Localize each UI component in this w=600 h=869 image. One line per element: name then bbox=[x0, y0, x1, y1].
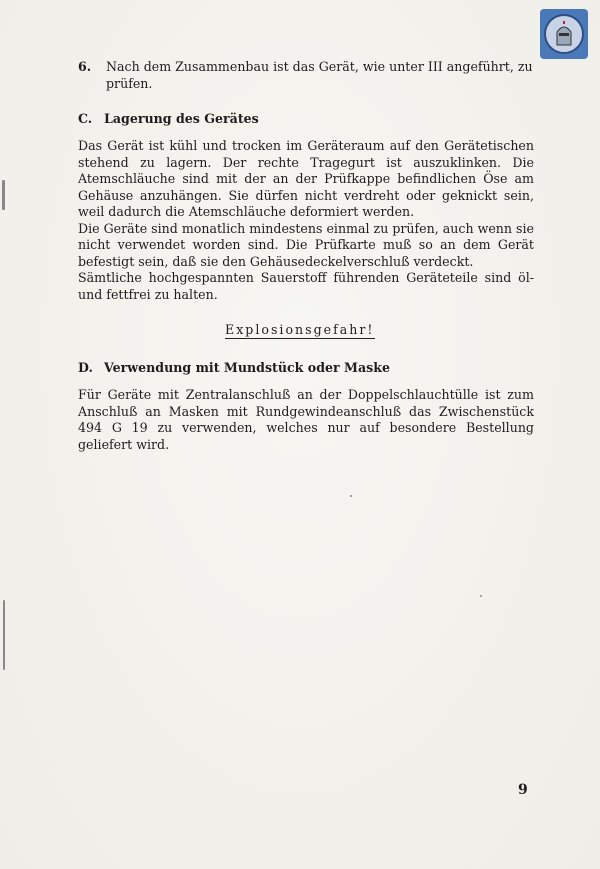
watermark-logo bbox=[540, 9, 588, 59]
paragraph: Die Geräte sind monatlich mindestens einmal zu prüfen, auch wenn sie nicht verwendet worden sind. Die Prüfkarte muß so an dem Gerät befestigt sein, daß sie den Gehäusedeckelverschluß verdeckt. bbox=[78, 220, 534, 269]
scan-mark bbox=[2, 180, 5, 210]
section-c-heading bbox=[78, 111, 259, 126]
section-d-body bbox=[78, 387, 534, 453]
scan-mark bbox=[3, 600, 5, 670]
item-text: Nach dem Zusammenbau ist das Gerät, wie unter III angeführt, zu prüfen. bbox=[106, 59, 533, 91]
section-d-heading bbox=[78, 360, 390, 375]
section-title: Lagerung des Gerätes bbox=[104, 111, 259, 126]
list-item-6 bbox=[78, 58, 538, 92]
paragraph: Sämtliche hochgespannten Sauerstoff führenden Geräteteile sind öl- und fettfrei zu halten. bbox=[78, 270, 534, 302]
section-title: Verwendung mit Mundstück oder Maske bbox=[104, 360, 390, 375]
page-number: 9 bbox=[518, 782, 528, 798]
warning-text: Explosionsgefahr! bbox=[225, 322, 375, 337]
scan-mark bbox=[350, 495, 352, 497]
item-number: 6. bbox=[78, 59, 92, 74]
scan-mark bbox=[480, 595, 482, 597]
paragraph: Das Gerät ist kühl und trocken im Geräteraum auf den Gerätetischen stehend zu lagern. Der rechte Tragegurt ist auszuklinken. Die Atemschläuche sind mit der an der Prüfkappe befindlichen Öse am Gehäuse anzuhängen. Sie dürfen nicht verdreht oder geknickt sein, weil dadurch die Atemschläuche deformiert werden. bbox=[78, 138, 534, 219]
knight-helmet-icon bbox=[544, 14, 584, 54]
paragraph: Für Geräte mit Zentralanschluß an der Doppelschlauchtülle ist zum Anschluß an Masken mit Rundgewindeanschluß das Zwischenstück 494 G 19 zu verwenden, welches nur auf besondere Bestellung geliefert wird. bbox=[78, 387, 534, 452]
section-c-body bbox=[78, 138, 534, 303]
section-letter: C. bbox=[78, 111, 93, 126]
section-letter: D. bbox=[78, 360, 93, 375]
